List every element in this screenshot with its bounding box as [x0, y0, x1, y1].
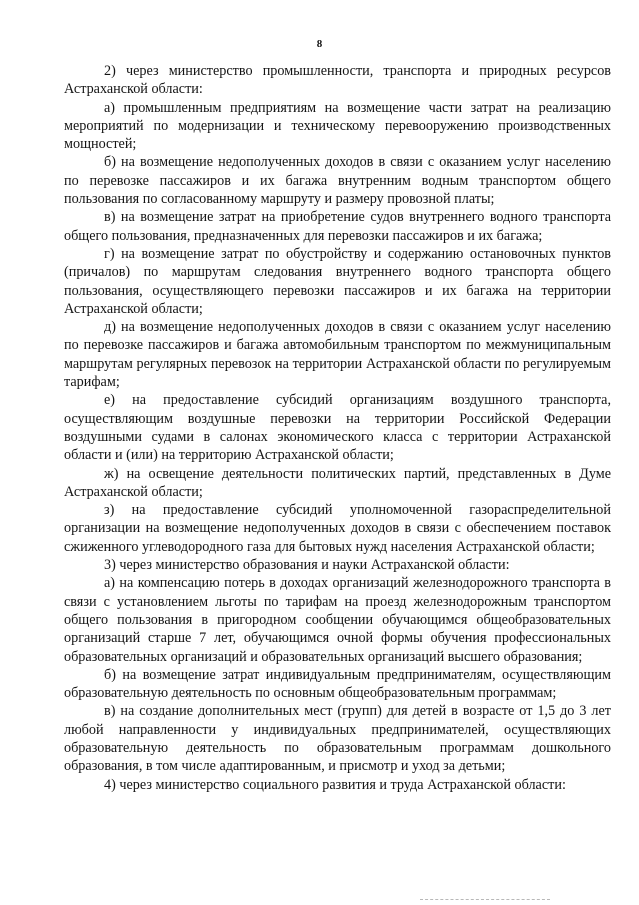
paragraph-item-4: 4) через министерство социального развития и труда Астраханской области:: [104, 776, 566, 793]
paragraph-subitem-2z: з) на предоставление субсидий уполномоченной газораспределительной организации на возмещение недополученных доходов в связи с обеспечением поставок сжиженного углеводородного газа для бытовых нужд населения Астраханской области;: [64, 502, 611, 555]
paragraph-subitem-2e: е) на предоставление субсидий организациям воздушного транспорта, осуществляющим воздушные перевозки на территории Российской Федерации воздушными судами в салонах экономического класса с территории Астраханской области и (или) на территорию Астраханской области;: [64, 392, 611, 464]
paragraph-item-3: 3) через министерство образования и науки Астраханской области:: [104, 557, 510, 574]
scan-edge-line: [420, 899, 550, 901]
page-number: 8: [316, 38, 323, 50]
paragraph-subitem-3b: б) на возмещение затрат индивидуальным предпринимателям, осуществляющим образовательную деятельность по основным общеобразовательным программам;: [64, 666, 611, 702]
paragraph-subitem-2v: в) на возмещение затрат на приобретение судов внутреннего водного транспорта общего пользования, предназначенных для перевозки пассажиров и их багажа;: [64, 209, 611, 244]
paragraph-subitem-3a: а) на компенсацию потерь в доходах организаций железнодорожного транспорта в связи с установлением льготы по тарифам на проезд железнодорожным транспортом общего пользования в пригородном сообщении обучающимся общеобразовательных организаций старше 7 лет, обучающимся очной формы обучения профессиональных образовательных организаций и образовательных организаций высшего образования;: [64, 575, 611, 665]
document-body: [64, 62, 611, 794]
paragraph-subitem-2a: а) промышленным предприятиям на возмещение части затрат на реализацию мероприятий по модернизации и техническому перевооружению производственных мощностей;: [64, 99, 611, 153]
paragraph-subitem-2zh: ж) на освещение деятельности политических партий, представленных в Думе Астраханской области;: [64, 465, 611, 500]
paragraph-subitem-2d: д) на возмещение недополученных доходов в связи с оказанием услуг населению по перевозке пассажиров и багажа автомобильным транспортом по межмуниципальным маршрутам регулярных перевозок на территории Астраханской области по регулируемым тарифам;: [64, 319, 611, 391]
paragraph-subitem-2b: б) на возмещение недополученных доходов в связи с оказанием услуг населению по перевозке пассажиров и их багажа внутренним водным транспортом общего пользования по согласованному маршруту и размеру провозной платы;: [64, 154, 611, 208]
paragraph-subitem-2g: г) на возмещение затрат по обустройству и содержанию остановочных пунктов (причалов) по маршрутам следования внутреннего водного транспорта общего пользования, осуществляющего перевозки пассажиров и их багажа на территории Астраханской области;: [64, 245, 611, 317]
paragraph-item-2: 2) через министерство промышленности, транспорта и природных ресурсов Астраханской области:: [64, 63, 611, 98]
paragraph-subitem-3v: в) на создание дополнительных мест (групп) для детей в возрасте от 1,5 до 3 лет любой направленности у индивидуальных предпринимателей, осуществляющих образовательную деятельность по образовательным программам дошкольного образования, в том числе адаптированным, и присмотр и уход за детьми;: [64, 703, 611, 775]
